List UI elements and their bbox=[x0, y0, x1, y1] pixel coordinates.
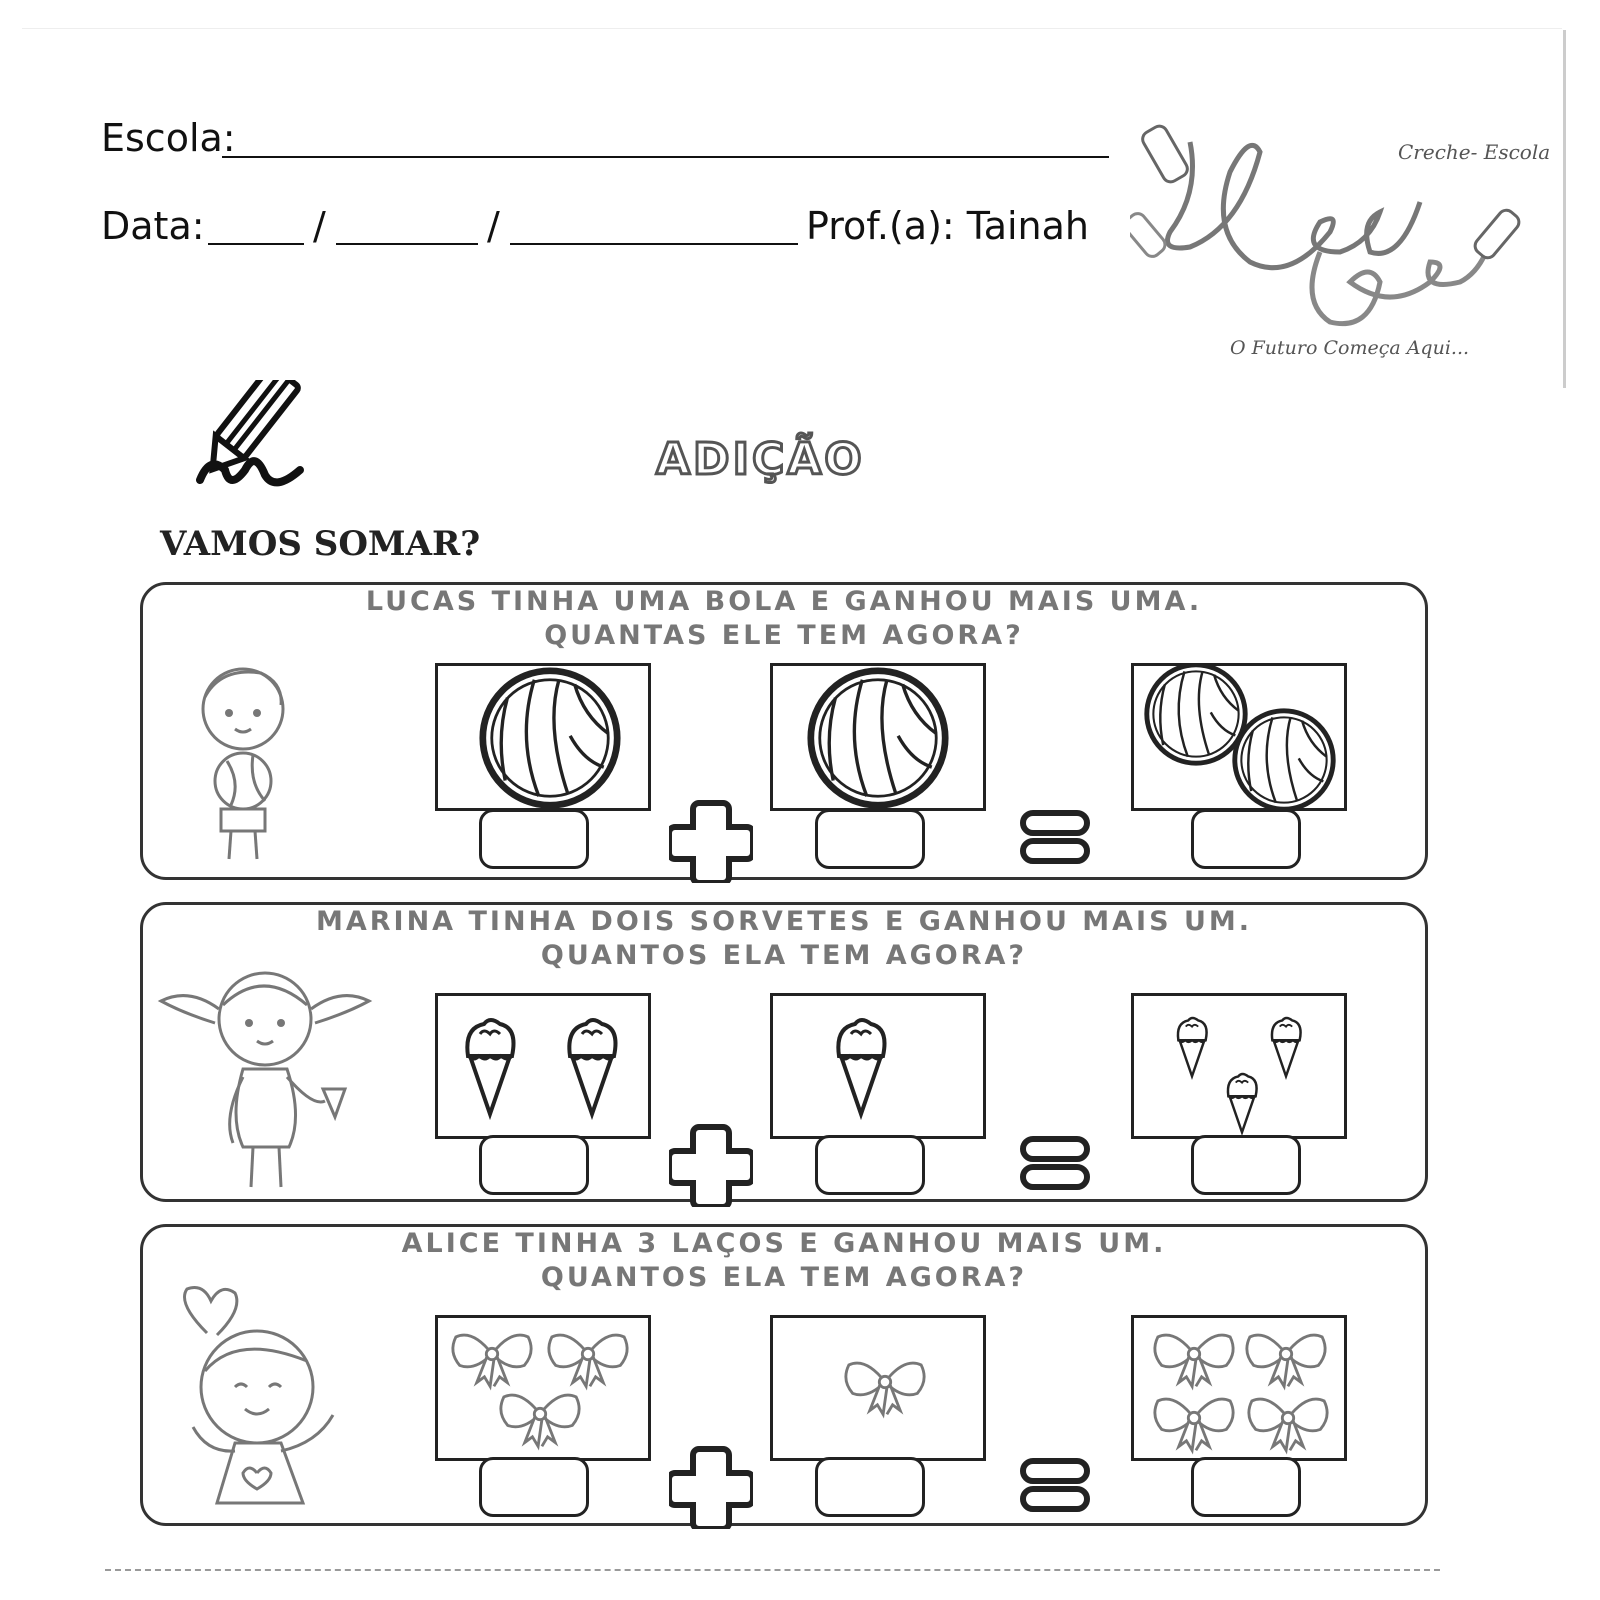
addend-1-box bbox=[435, 663, 651, 811]
addend-2-box bbox=[770, 1315, 986, 1461]
date-separator: / bbox=[487, 204, 500, 248]
problem-2-line-2: QUANTOS ELA TEM AGORA? bbox=[540, 940, 1028, 971]
problem-card-2 bbox=[140, 902, 1428, 1202]
page-top-edge bbox=[22, 28, 1562, 29]
problem-1-line-2: QUANTAS ELE TEM AGORA? bbox=[544, 620, 1024, 651]
bow-icon bbox=[1134, 1318, 1344, 1458]
ice-cream-icon bbox=[438, 996, 648, 1136]
date-label: Data: bbox=[101, 204, 205, 248]
ice-cream-icon bbox=[1134, 996, 1344, 1136]
problem-2-line-1: MARINA TINHA DOIS SORVETES E GANHOU MAIS UM. bbox=[315, 906, 1252, 937]
date-day-line[interactable] bbox=[208, 243, 304, 245]
answer-box-2[interactable] bbox=[815, 1135, 925, 1195]
bow-icon bbox=[438, 1318, 648, 1458]
boy-with-ball-icon bbox=[171, 663, 331, 863]
equals-sign-icon bbox=[1013, 805, 1097, 869]
bow-icon bbox=[773, 1318, 983, 1458]
problem-3-line-1: ALICE TINHA 3 LAÇOS E GANHOU MAIS UM. bbox=[401, 1228, 1167, 1259]
answer-box-1[interactable] bbox=[479, 1135, 589, 1195]
date-year-line[interactable] bbox=[510, 243, 798, 245]
answer-box-2[interactable] bbox=[815, 1457, 925, 1517]
plus-sign-icon bbox=[669, 1123, 753, 1207]
problem-1-line-1: LUCAS TINHA UMA BOLA E GANHOU MAIS UMA. bbox=[365, 586, 1203, 617]
answer-box-sum[interactable] bbox=[1191, 1457, 1301, 1517]
teacher-label: Prof.(a): Tainah bbox=[806, 204, 1090, 248]
equals-sign-icon bbox=[1013, 1131, 1097, 1195]
logo-tagline: Creche- Escola bbox=[1398, 140, 1551, 164]
worksheet-subtitle: VAMOS SOMAR? bbox=[160, 524, 481, 564]
date-separator: / bbox=[313, 204, 326, 248]
school-field-line[interactable] bbox=[222, 156, 1109, 158]
date-month-line[interactable] bbox=[336, 243, 478, 245]
problem-card-3 bbox=[140, 1224, 1428, 1526]
pencil-scribble-icon bbox=[190, 380, 330, 500]
logo-slogan: O Futuro Começa Aqui... bbox=[1230, 337, 1470, 359]
school-logo bbox=[1130, 112, 1550, 380]
addend-2-box bbox=[770, 663, 986, 811]
school-label: Escola: bbox=[101, 116, 236, 160]
beach-ball-icon bbox=[773, 666, 983, 808]
answer-box-1[interactable] bbox=[479, 809, 589, 869]
problem-card-1 bbox=[140, 582, 1428, 880]
answer-box-sum[interactable] bbox=[1191, 1135, 1301, 1195]
sum-box bbox=[1131, 993, 1347, 1139]
page-right-edge bbox=[1563, 30, 1566, 388]
cut-line-divider bbox=[105, 1569, 1440, 1571]
beach-ball-icon bbox=[438, 666, 648, 808]
worksheet-title: ADIÇÃO bbox=[656, 434, 865, 485]
beach-ball-icon bbox=[1134, 666, 1344, 808]
sum-box bbox=[1131, 1315, 1347, 1461]
addend-1-box bbox=[435, 993, 651, 1139]
plus-sign-icon bbox=[669, 799, 753, 883]
girl-with-ice-cream-icon bbox=[153, 957, 383, 1193]
ice-cream-icon bbox=[773, 996, 983, 1136]
plus-sign-icon bbox=[669, 1445, 753, 1529]
answer-box-1[interactable] bbox=[479, 1457, 589, 1517]
girl-with-bow-icon bbox=[157, 1283, 377, 1519]
problem-3-line-2: QUANTOS ELA TEM AGORA? bbox=[540, 1262, 1028, 1293]
equals-sign-icon bbox=[1013, 1453, 1097, 1517]
addend-2-box bbox=[770, 993, 986, 1139]
answer-box-2[interactable] bbox=[815, 809, 925, 869]
addend-1-box bbox=[435, 1315, 651, 1461]
sum-box bbox=[1131, 663, 1347, 811]
answer-box-sum[interactable] bbox=[1191, 809, 1301, 869]
